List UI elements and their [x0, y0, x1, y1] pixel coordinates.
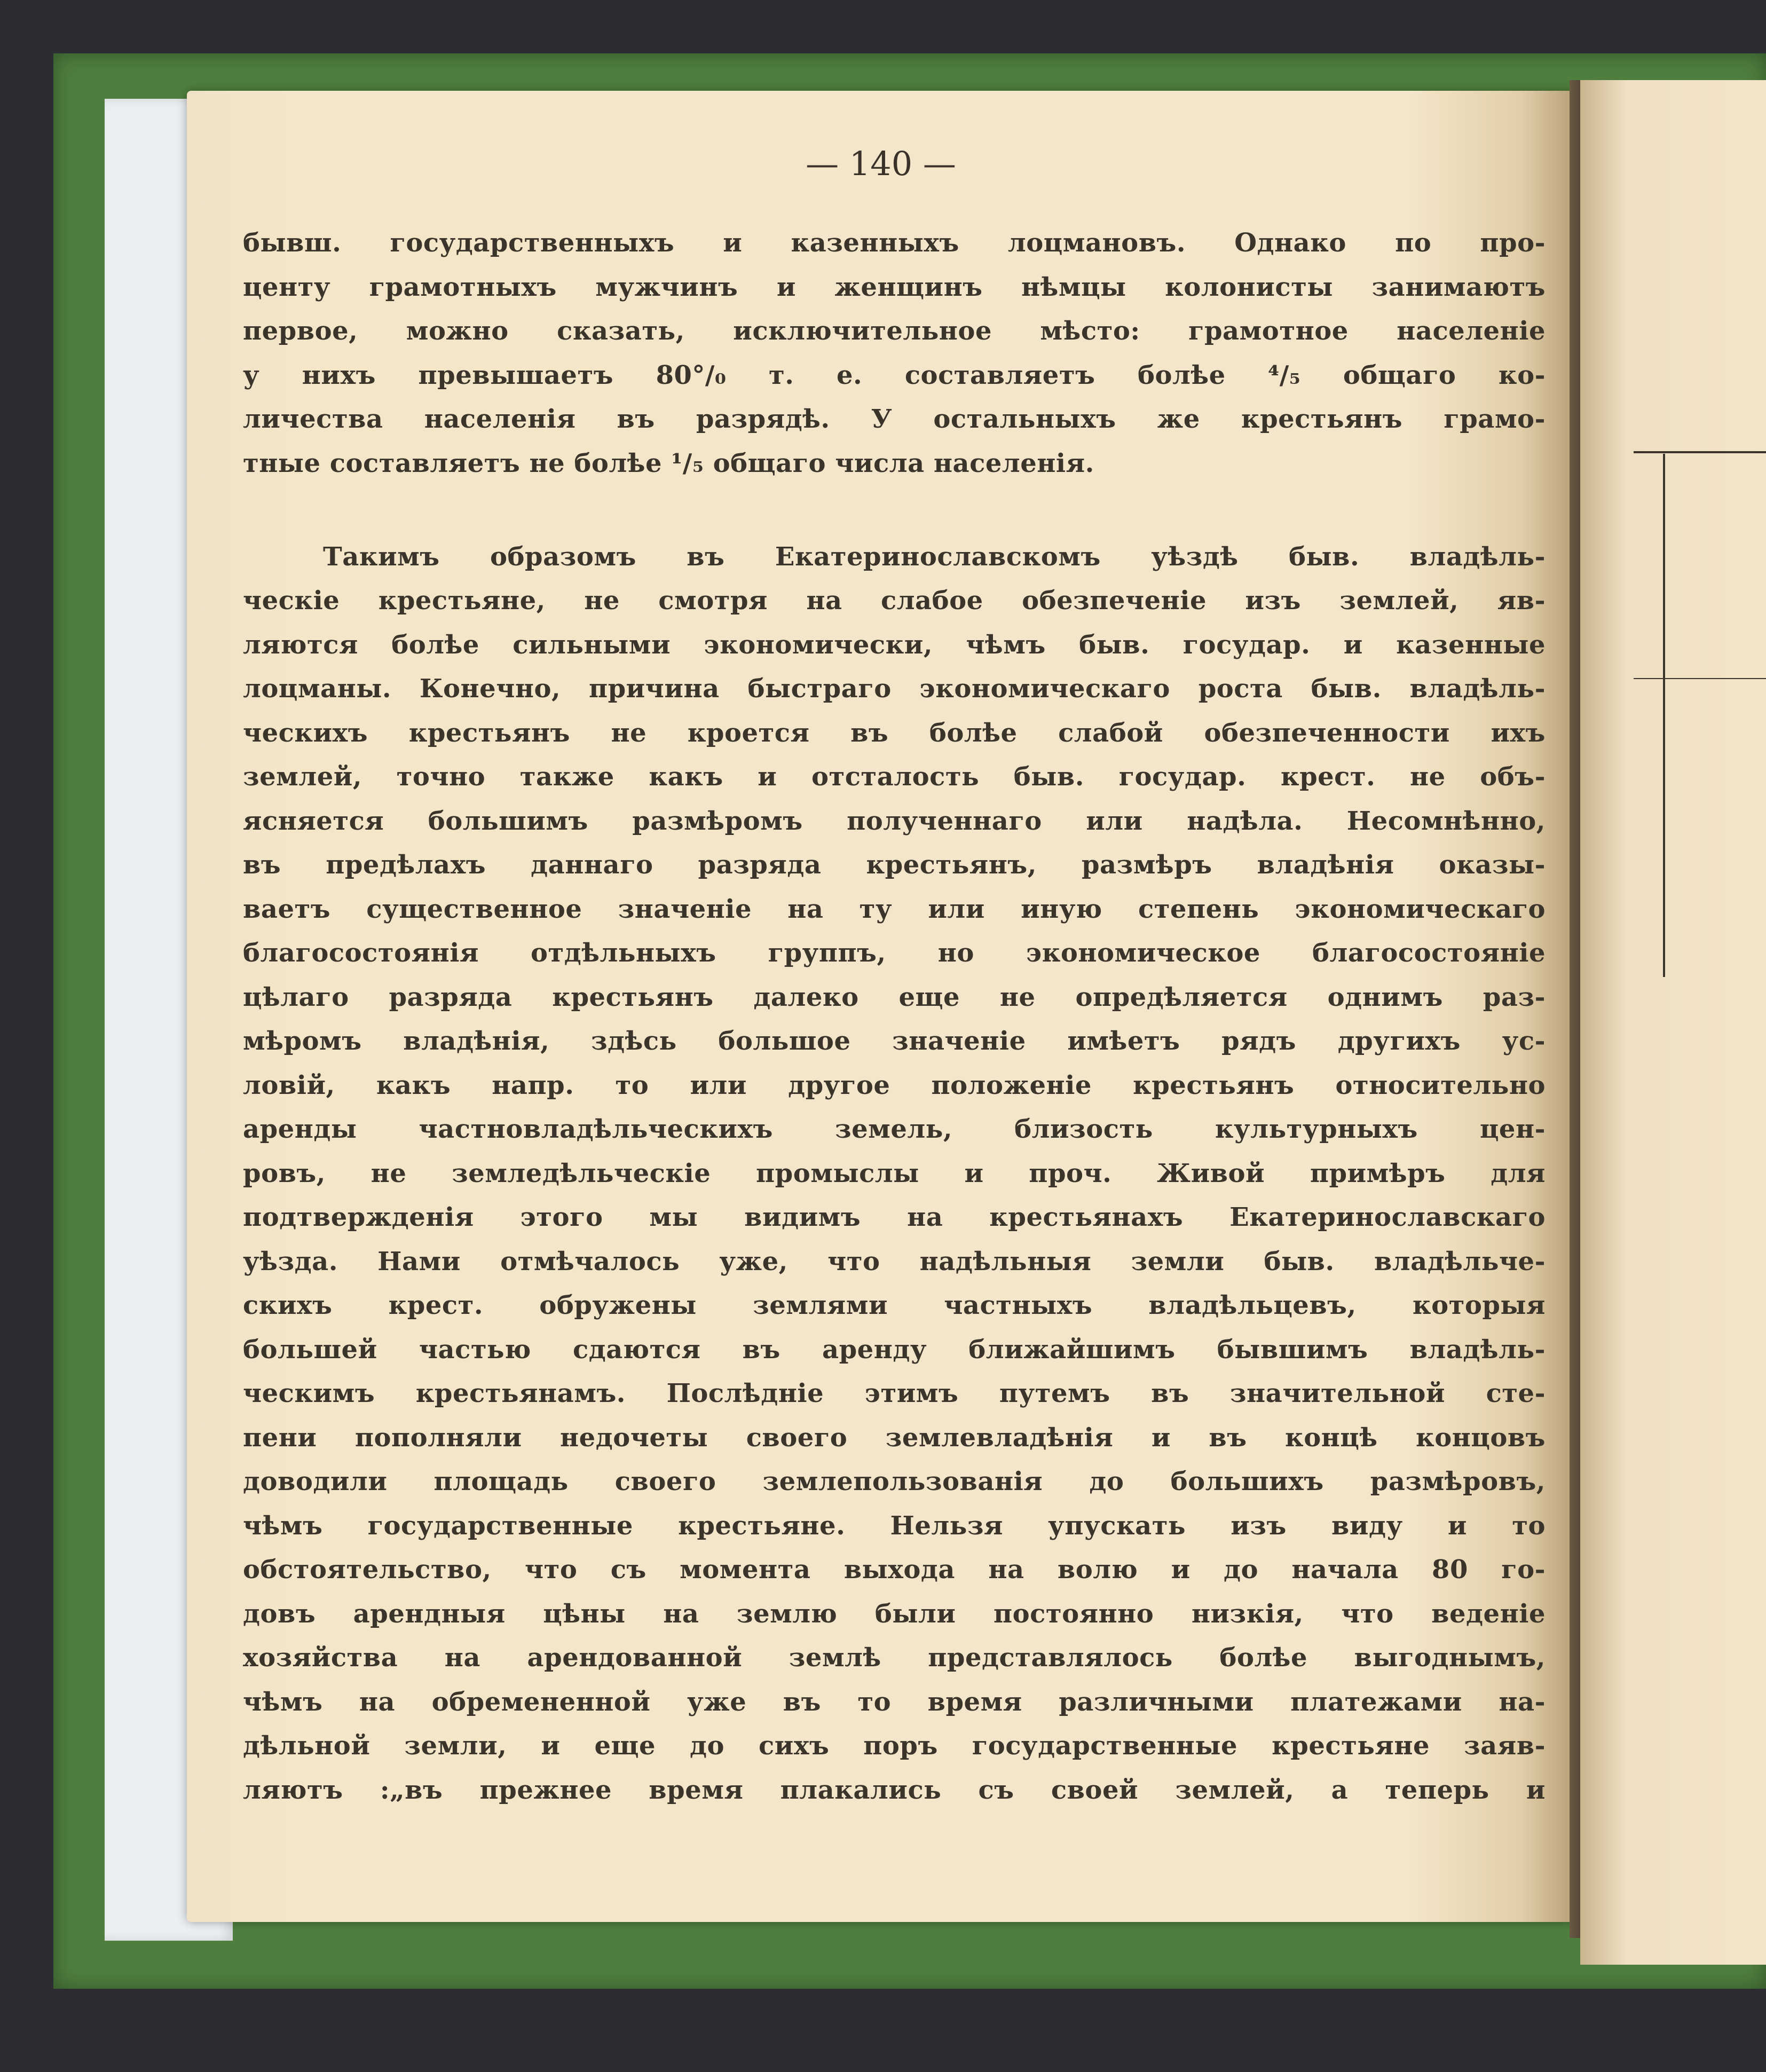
- text-line: Такимъ образомъ въ Екатеринославскомъ уѣздѣ быв. владѣль-: [323, 541, 1546, 572]
- text-line: ческимъ крестьянамъ. Послѣдніе этимъ путемъ въ значительной сте-: [243, 1378, 1546, 1408]
- text-line: большей частью сдаются въ аренду ближайшимъ бывшимъ владѣль-: [243, 1334, 1546, 1365]
- text-line: землей, точно также какъ и отсталость быв. государ. крест. не объ-: [243, 762, 1546, 792]
- text-line: ляются болѣе сильными экономически, чѣмъ быв. государ. и казенные: [243, 629, 1546, 660]
- text-line: хозяйства на арендованной землѣ представлялось болѣе выгоднымъ,: [243, 1643, 1546, 1673]
- text-line: первое, можно сказать, исключительное мѣсто: грамотное населеніе: [243, 316, 1546, 346]
- text-line: доводили площадь своего землепользованія до большихъ размѣровъ,: [243, 1467, 1546, 1496]
- text-line: цѣлаго разряда крестьянъ далеко еще не опредѣляется однимъ раз-: [243, 982, 1546, 1012]
- text-line: подтвержденія этого мы видимъ на крестьянахъ Екатеринославскаго: [243, 1202, 1546, 1232]
- text-line: аренды частновладѣльческихъ земель, близость культурныхъ цен-: [243, 1114, 1546, 1144]
- text-line: бывш. государственныхъ и казенныхъ лоцмановъ. Однако по про-: [243, 228, 1546, 258]
- text-line: ловій, какъ напр. то или другое положеніе крестьянъ относительно: [243, 1070, 1546, 1100]
- text-line: личества населенія въ разрядѣ. У остальныхъ же крестьянъ грамо-: [243, 404, 1546, 434]
- page-number: — 140 —: [806, 144, 956, 183]
- right-page: [1580, 80, 1766, 1965]
- text-line: у нихъ превышаетъ 80°/₀ т. е. составляетъ болѣе ⁴/₅ общаго ко-: [243, 360, 1546, 390]
- text-line: ровъ, не земледѣльческіе промыслы и проч. Живой примѣръ для: [243, 1158, 1546, 1188]
- text-line: ляютъ :„въ прежнее время плакались съ своей землей, а теперь и: [243, 1775, 1546, 1805]
- text-line: центу грамотныхъ мужчинъ и женщинъ нѣмцы колонисты занимаютъ: [243, 272, 1546, 302]
- text-line: ческіе крестьяне, не смотря на слабое обезпеченіе изъ землей, яв-: [243, 586, 1546, 616]
- text-line: мѣромъ владѣнія, здѣсь большое значеніе имѣетъ рядъ другихъ ус-: [243, 1026, 1546, 1056]
- text-line: ясняется большимъ размѣромъ полученнаго или надѣла. Несомнѣнно,: [243, 806, 1546, 836]
- text-line: пени пополняли недочеты своего землевладѣнія и въ концѣ концовъ: [243, 1422, 1546, 1453]
- text-line: уѣзда. Нами отмѣчалось уже, что надѣльныя земли быв. владѣльче-: [243, 1246, 1546, 1277]
- text-line: благосостоянія отдѣльныхъ группъ, но экономическое благосостояніе: [243, 938, 1546, 968]
- text-line: обстоятельство, что съ момента выхода на волю и до начала 80 го-: [243, 1555, 1546, 1585]
- text-line: чѣмъ на обремененной уже въ то время различными платежами на-: [243, 1687, 1546, 1717]
- text-line: чѣмъ государственные крестьяне. Нельзя упускать изъ виду и то: [243, 1510, 1546, 1541]
- table-top-rule: [1634, 451, 1766, 453]
- text-line: дѣльной земли, и еще до сихъ поръ государственные крестьяне заяв-: [243, 1731, 1546, 1761]
- text-line: ческихъ крестьянъ не кроется въ болѣе слабой обезпеченности ихъ: [243, 718, 1546, 748]
- table-header-rule: [1634, 678, 1766, 679]
- text-line: довъ арендныя цѣны на землю были постоянно низкія, что веденіе: [243, 1598, 1546, 1629]
- text-line: въ предѣлахъ даннаго разряда крестьянъ, размѣръ владѣнія оказы-: [243, 850, 1546, 880]
- text-line: тные составляетъ не болѣе ¹/₅ общаго числа населенія.: [243, 448, 1094, 478]
- text-line: лоцманы. Конечно, причина быстраго экономическаго роста быв. владѣль-: [243, 674, 1546, 704]
- table-vertical-rule: [1663, 454, 1665, 977]
- text-line: ваетъ существенное значеніе на ту или иную степень экономическаго: [243, 894, 1546, 924]
- text-line: скихъ крест. обружены землями частныхъ владѣльцевъ, которыя: [243, 1290, 1546, 1320]
